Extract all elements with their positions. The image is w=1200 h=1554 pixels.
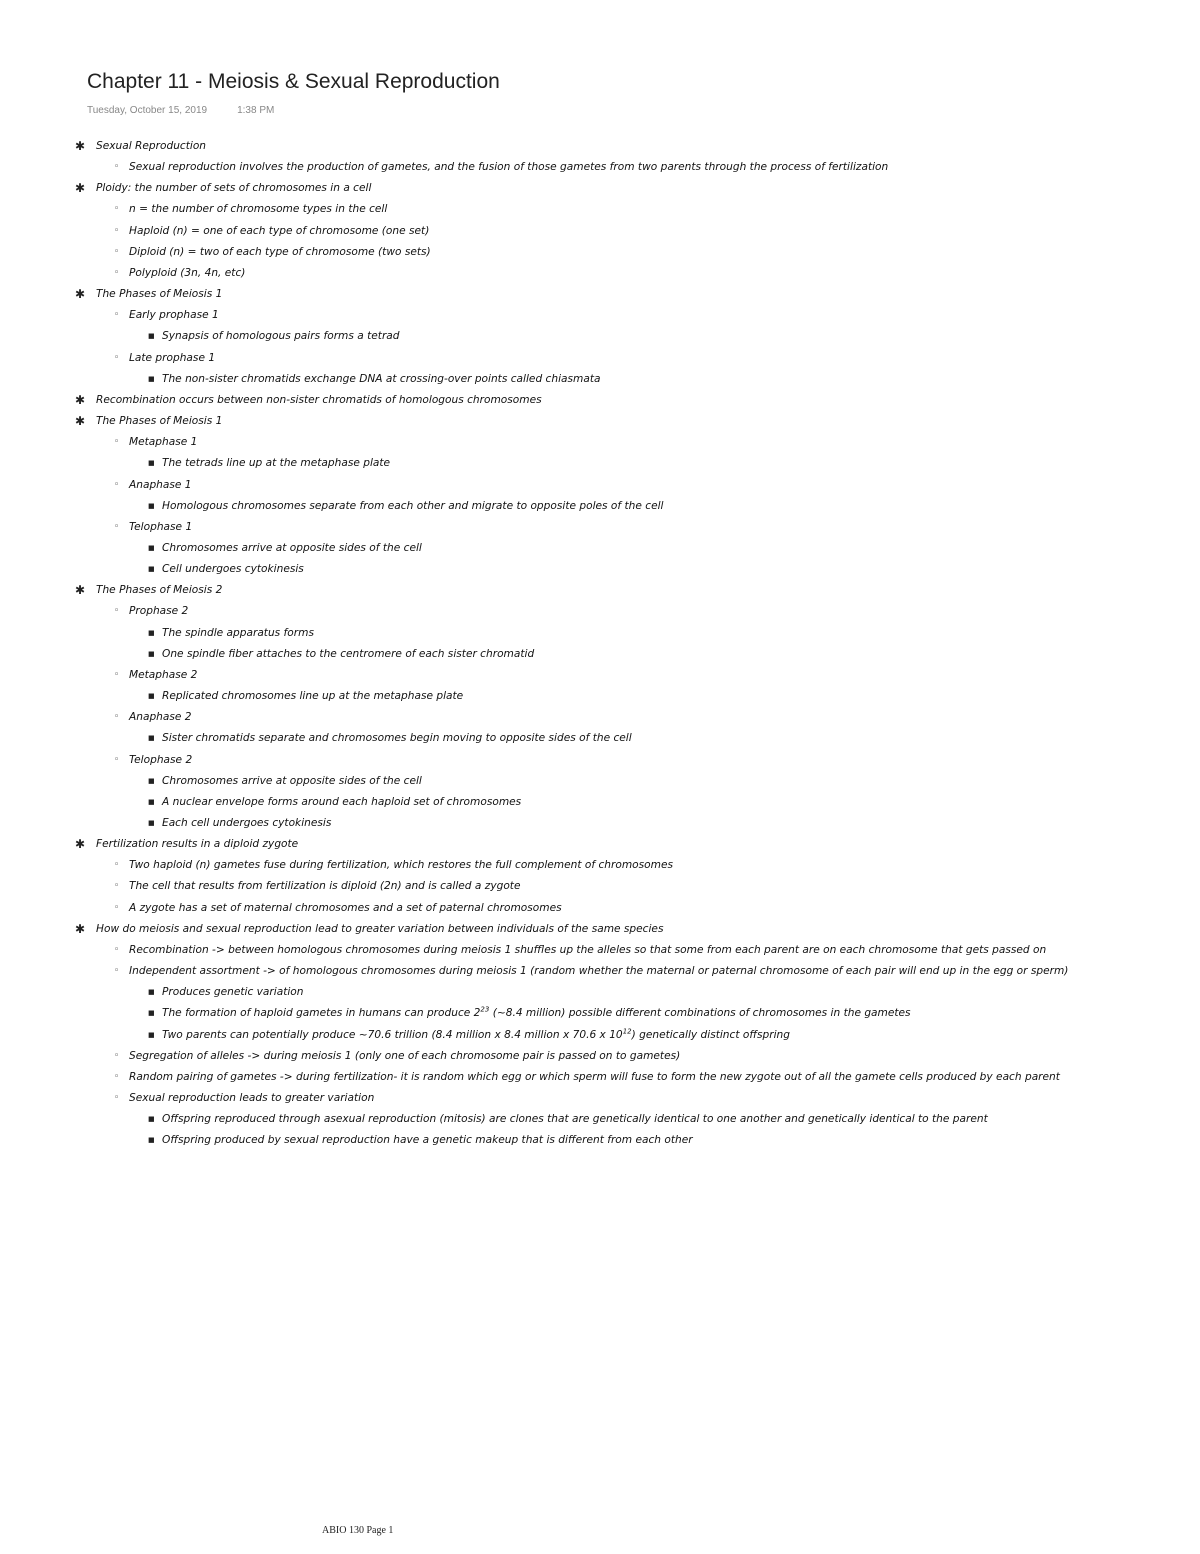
outline-item-level-2: [75, 601, 1190, 622]
circle-bullet-icon: ◦: [114, 479, 120, 490]
circle-bullet-icon: ◦: [114, 669, 120, 680]
outline-item-level-3: [75, 1130, 1190, 1151]
square-bullet-icon: ■: [148, 776, 155, 785]
outline-item-level-2: [75, 1088, 1190, 1109]
outline-item-text: Offspring reproduced through asexual reproduction (mitosis) are clones that are genetically identical to one another and genetically identical to the parent: [162, 1113, 988, 1126]
outline-item-text: The non-sister chromatids exchange DNA at crossing-over points called chiasmata: [162, 372, 601, 385]
outline-item-level-2: [75, 517, 1190, 538]
outline-item-level-2: [75, 221, 1190, 242]
outline-item-level-2: [75, 432, 1190, 453]
circle-bullet-icon: ◦: [114, 1050, 120, 1061]
circle-bullet-icon: ◦: [114, 204, 120, 215]
page-footer: ABIO 130 Page 1: [322, 1525, 394, 1536]
circle-bullet-icon: ◦: [114, 712, 120, 723]
circle-bullet-icon: ◦: [114, 754, 120, 765]
square-bullet-icon: ■: [148, 332, 155, 341]
square-bullet-icon: ■: [148, 1009, 155, 1018]
asterisk-bullet-icon: ✱: [75, 139, 86, 153]
outline-item-level-1: [75, 580, 1190, 601]
outline-item-text: Each cell undergoes cytokinesis: [162, 817, 332, 829]
outline-item-text: The cell that results from fertilization is diploid (2n) and is called a zygote: [129, 880, 521, 893]
asterisk-bullet-icon: ✱: [75, 837, 86, 852]
circle-bullet-icon: ◦: [114, 1093, 120, 1104]
outline-item-text: Sexual Reproduction: [96, 140, 207, 152]
outline-item-text: Chromosomes arrive at opposite sides of the cell: [162, 541, 422, 554]
outline-item-text: Anaphase 2: [129, 711, 192, 724]
outline-item-text: Replicated chromosomes line up at the metaphase plate: [162, 690, 464, 703]
outline-item-level-3: [75, 1109, 1190, 1130]
notes-outline: [75, 136, 1190, 1152]
square-bullet-icon: ■: [148, 692, 155, 701]
outline-item-text: Chromosomes arrive at opposite sides of the cell: [162, 774, 422, 787]
square-bullet-icon: ■: [148, 649, 155, 658]
outline-item-level-3: [75, 1025, 1190, 1046]
outline-item-text: A nuclear envelope forms around each haploid set of chromosomes: [162, 795, 522, 808]
outline-text-part: The formation of haploid gametes in humans can produce 2: [162, 1007, 481, 1020]
outline-item-level-2: [75, 876, 1190, 897]
outline-item-text: How do meiosis and sexual reproduction lead to greater variation between individuals of the same species: [96, 922, 664, 935]
asterisk-bullet-icon: ✱: [75, 921, 86, 936]
square-bullet-icon: ■: [148, 734, 155, 743]
outline-item-level-2: [75, 940, 1190, 961]
outline-item-text: Fertilization results in a diploid zygote: [96, 838, 299, 851]
square-bullet-icon: ■: [148, 501, 155, 510]
outline-text-part: ) genetically distinct offspring: [631, 1028, 790, 1041]
outline-text-part: (~8.4 million) possible different combinations of chromosomes in the gametes: [489, 1007, 911, 1020]
outline-item-level-3: [75, 496, 1190, 517]
outline-item-level-3: [75, 453, 1190, 474]
circle-bullet-icon: ◦: [114, 437, 120, 448]
circle-bullet-icon: ◦: [114, 1071, 120, 1082]
circle-bullet-icon: ◦: [114, 521, 120, 532]
outline-item-level-1: [75, 411, 1190, 432]
circle-bullet-icon: ◦: [114, 944, 120, 955]
outline-item-text: One spindle fiber attaches to the centromere of each sister chromatid: [162, 647, 535, 660]
outline-item-text: A zygote has a set of maternal chromosomes and a set of paternal chromosomes: [129, 901, 562, 914]
outline-item-level-2: [75, 665, 1190, 686]
outline-item-text: The Phases of Meiosis 1: [96, 415, 223, 428]
outline-item-text: The spindle apparatus forms: [162, 626, 314, 639]
circle-bullet-icon: ◦: [114, 966, 120, 977]
outline-item-level-3: [75, 644, 1190, 665]
circle-bullet-icon: ◦: [114, 352, 120, 363]
square-bullet-icon: ■: [148, 988, 155, 997]
outline-item-text: Early prophase 1: [129, 309, 219, 322]
outline-item-text: Synapsis of homologous pairs forms a tetrad: [162, 330, 400, 343]
square-bullet-icon: ■: [148, 819, 155, 827]
outline-item-level-2: [75, 898, 1190, 919]
outline-item-text: Offspring produced by sexual reproduction have a genetic makeup that is different from each other: [162, 1134, 693, 1147]
square-bullet-icon: ■: [148, 1115, 155, 1124]
outline-item-text: Anaphase 1: [129, 478, 192, 491]
outline-item-level-3: [75, 623, 1190, 644]
outline-item-text: Telophase 1: [129, 520, 193, 533]
outline-item-text: Produces genetic variation: [162, 986, 304, 999]
outline-item-text: Prophase 2: [129, 605, 189, 618]
outline-item-text: Two haploid (n) gametes fuse during fertilization, which restores the full complement of chromosomes: [129, 859, 673, 872]
outline-item-level-1: [75, 284, 1190, 305]
asterisk-bullet-icon: ✱: [75, 181, 86, 196]
outline-item-level-2: [75, 157, 1190, 178]
outline-item-level-3: [75, 559, 1190, 580]
outline-item-level-2: [75, 348, 1190, 369]
square-bullet-icon: ■: [148, 1136, 155, 1145]
outline-item-text: Metaphase 1: [129, 436, 198, 449]
page-title: Chapter 11 - Meiosis & Sexual Reproduction: [87, 70, 500, 93]
outline-item-text: Haploid (n) = one of each type of chromosome (one set): [129, 224, 430, 237]
square-bullet-icon: ■: [148, 565, 155, 574]
outline-item-level-3: [75, 728, 1190, 749]
outline-item-level-2: [75, 199, 1190, 220]
outline-item-text: Polyploid (3n, 4n, etc): [129, 266, 246, 279]
outline-item-text: The Phases of Meiosis 1: [96, 288, 223, 301]
square-bullet-icon: ■: [148, 543, 155, 552]
outline-item-text: Independent assortment -> of homologous chromosomes during meiosis 1 (random whether the maternal or paternal chromosome of each pair will end up in the egg or sperm): [129, 965, 1069, 978]
outline-item-text: Diploid (n) = two of each type of chromosome (two sets): [129, 245, 431, 258]
outline-item-level-2: [75, 707, 1190, 728]
outline-item-text: [162, 1007, 911, 1019]
outline-item-level-3: [75, 1003, 1190, 1024]
circle-bullet-icon: ◦: [114, 902, 120, 913]
outline-item-level-1: [75, 390, 1190, 411]
asterisk-bullet-icon: ✱: [75, 287, 86, 302]
square-bullet-icon: ■: [148, 1030, 155, 1039]
circle-bullet-icon: ◦: [114, 267, 120, 278]
square-bullet-icon: ■: [148, 459, 155, 468]
asterisk-bullet-icon: ✱: [75, 392, 86, 407]
outline-item-text: The tetrads line up at the metaphase plate: [162, 457, 391, 470]
outline-item-level-2: [75, 305, 1190, 326]
asterisk-bullet-icon: ✱: [75, 414, 86, 429]
outline-item-level-3: [75, 982, 1190, 1003]
outline-item-level-3: [75, 326, 1190, 347]
outline-item-text: Sister chromatids separate and chromosomes begin moving to opposite sides of the cell: [162, 732, 632, 745]
outline-item-text: Sexual reproduction leads to greater variation: [129, 1092, 375, 1105]
note-time: 1:38 PM: [237, 105, 275, 116]
square-bullet-icon: ■: [148, 628, 155, 637]
note-date: Tuesday, October 15, 2019: [87, 105, 208, 116]
outline-item-text: n = the number of chromosome types in the cell: [129, 203, 388, 216]
outline-item-level-1: [75, 136, 1190, 157]
outline-item-level-2: [75, 475, 1190, 496]
outline-item-text: Telophase 2: [129, 753, 193, 766]
outline-item-text: Homologous chromosomes separate from each other and migrate to opposite poles of the cell: [162, 499, 664, 512]
exponent: 23: [480, 1005, 490, 1014]
outline-item-text: Late prophase 1: [129, 351, 216, 364]
outline-item-level-3: [75, 792, 1190, 813]
circle-bullet-icon: ◦: [114, 881, 120, 892]
outline-item-text: The Phases of Meiosis 2: [96, 584, 223, 597]
outline-item-level-1: [75, 834, 1190, 855]
circle-bullet-icon: ◦: [114, 162, 120, 173]
outline-item-text: Sexual reproduction involves the production of gametes, and the fusion of those gametes from two parents through the process of fertilization: [129, 161, 889, 174]
outline-item-level-3: [75, 369, 1190, 390]
outline-item-level-3: [75, 771, 1190, 792]
outline-item-text: Metaphase 2: [129, 668, 198, 681]
square-bullet-icon: ■: [148, 797, 155, 806]
outline-item-text: Segregation of alleles -> during meiosis 1 (only one of each chromosome pair is passed on to gametes): [129, 1049, 681, 1062]
outline-text-part: Two parents can potentially produce ~70.6 trillion (8.4 million x 8.4 million x 70.6 x 10: [162, 1028, 623, 1041]
outline-item-level-3: [75, 813, 1190, 834]
outline-item-text: Recombination -> between homologous chromosomes during meiosis 1 shuffles up the alleles so that some from each parent are on each chromosome that gets passed on: [129, 943, 1047, 956]
outline-item-text: Ploidy: the number of sets of chromosomes in a cell: [96, 182, 372, 195]
circle-bullet-icon: ◦: [114, 606, 120, 617]
outline-item-level-2: [75, 750, 1190, 771]
outline-item-level-2: [75, 242, 1190, 263]
exponent: 12: [622, 1027, 632, 1036]
outline-item-text: Cell undergoes cytokinesis: [162, 563, 304, 576]
outline-item-level-1: [75, 178, 1190, 199]
outline-item-level-2: [75, 855, 1190, 876]
note-timestamp: [87, 105, 274, 116]
outline-item-text: Recombination occurs between non-sister chromatids of homologous chromosomes: [96, 393, 542, 406]
outline-item-text: [162, 1029, 790, 1041]
square-bullet-icon: ■: [148, 374, 155, 383]
circle-bullet-icon: ◦: [114, 246, 120, 257]
outline-item-level-3: [75, 686, 1190, 707]
asterisk-bullet-icon: ✱: [75, 583, 86, 598]
outline-item-level-2: [75, 1067, 1190, 1088]
outline-item-level-2: [75, 263, 1190, 284]
outline-item-text: Random pairing of gametes -> during fertilization- it is random which egg or which sperm will fuse to form the new zygote out of all the gamete cells produced by each parent: [129, 1070, 1060, 1083]
circle-bullet-icon: ◦: [114, 310, 120, 321]
outline-item-level-1: [75, 919, 1190, 940]
outline-item-level-2: [75, 961, 1190, 982]
outline-item-level-2: [75, 1046, 1190, 1067]
outline-item-level-3: [75, 538, 1190, 559]
circle-bullet-icon: ◦: [114, 225, 120, 236]
circle-bullet-icon: ◦: [114, 860, 120, 871]
